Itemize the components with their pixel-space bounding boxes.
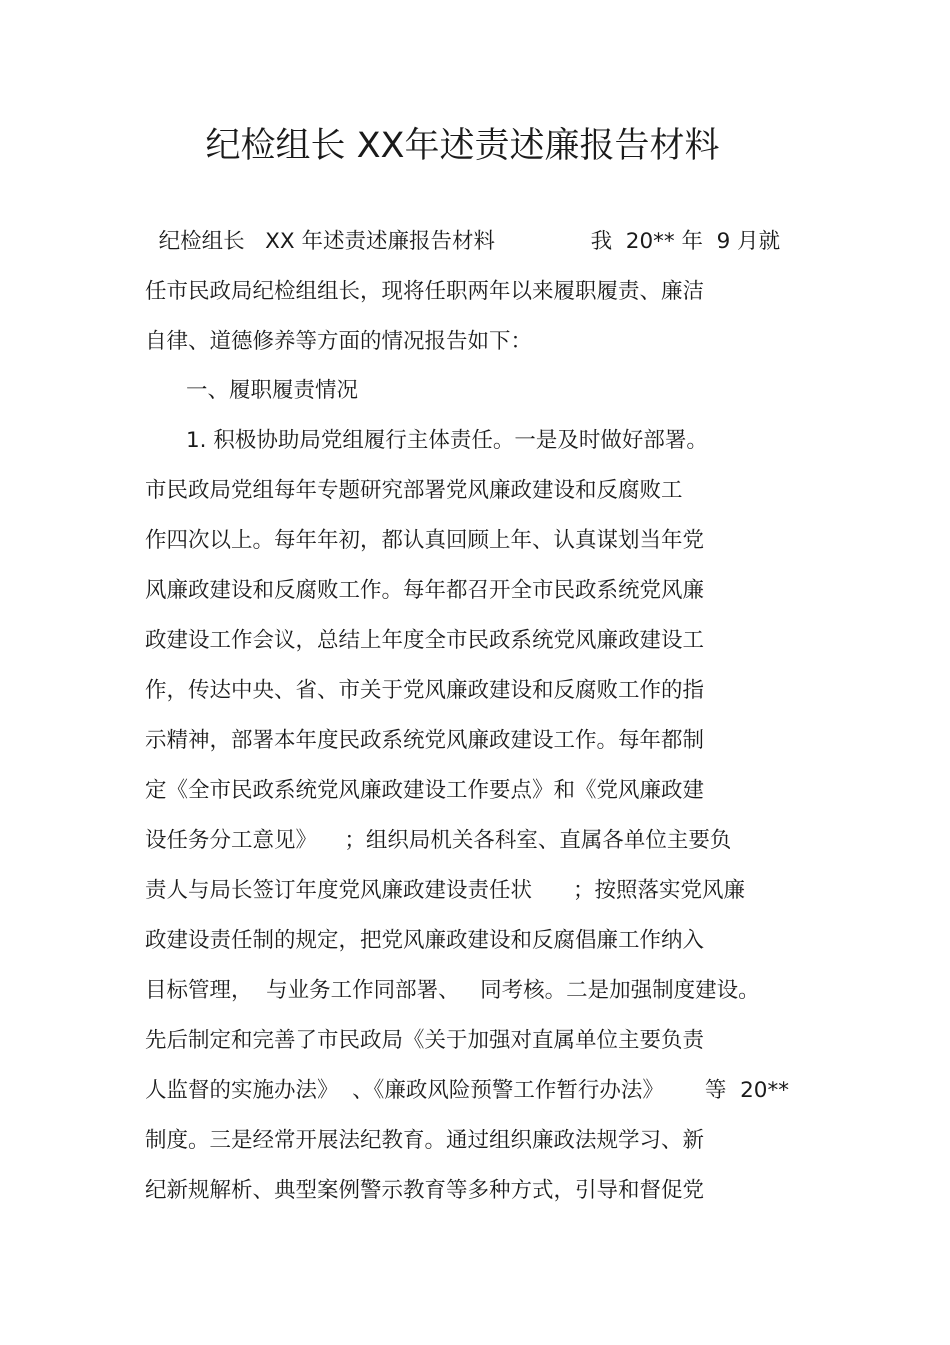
paragraph-line: 政建设工作会议，总结上年度全市民政系统党风廉政建设工 — [145, 628, 705, 653]
paragraph-line: 人监督的实施办法》 、《廉政风险预警工作暂行办法》 等 20** — [145, 1078, 789, 1103]
paragraph-line: 任市民政局纪检组组长，现将任职两年以来履职履责、廉洁 — [145, 279, 705, 304]
document-title: 纪检组长 XX年述责述廉报告材料 — [205, 126, 720, 166]
paragraph-line: 风廉政建设和反腐败工作。每年都召开全市民政系统党风廉 — [145, 578, 705, 603]
paragraph-line: 政建设责任制的规定，把党风廉政建设和反腐倡廉工作纳入 — [145, 928, 705, 953]
paragraph-line: 目标管理， 与业务工作同部署、 同考核。二是加强制度建设。 — [145, 978, 760, 1003]
section-heading: 一、履职履责情况 — [145, 378, 359, 403]
paragraph-line: 纪检组长 XX 年述责述廉报告材料 我 20** 年 9 月就 — [145, 229, 781, 254]
paragraph-line: 1. 积极协助局党组履行主体责任。一是及时做好部署。 — [145, 428, 708, 453]
paragraph-line: 作，传达中央、省、市关于党风廉政建设和反腐败工作的指 — [145, 678, 705, 703]
paragraph-line: 设任务分工意见》 ；组织局机关各科室、直属各单位主要负 — [145, 828, 732, 853]
paragraph-line: 制度。三是经常开展法纪教育。通过组织廉政法规学习、新 — [145, 1128, 705, 1153]
paragraph-line: 纪新规解析、典型案例警示教育等多种方式，引导和督促党 — [145, 1178, 705, 1203]
paragraph-line: 先后制定和完善了市民政局《关于加强对直属单位主要负责 — [145, 1028, 705, 1053]
paragraph-line: 自律、道德修养等方面的情况报告如下： — [145, 329, 533, 354]
paragraph-line: 市民政局党组每年专题研究部署党风廉政建设和反腐败工 — [145, 478, 683, 503]
paragraph-line: 定《全市民政系统党风廉政建设工作要点》和《党风廉政建 — [145, 778, 705, 803]
paragraph-line: 示精神，部署本年度民政系统党风廉政建设工作。每年都制 — [145, 728, 705, 753]
paragraph-line: 作四次以上。每年年初，都认真回顾上年、认真谋划当年党 — [145, 528, 705, 553]
paragraph-line: 责人与局长签订年度党风廉政建设责任状 ；按照落实党风廉 — [145, 878, 746, 903]
